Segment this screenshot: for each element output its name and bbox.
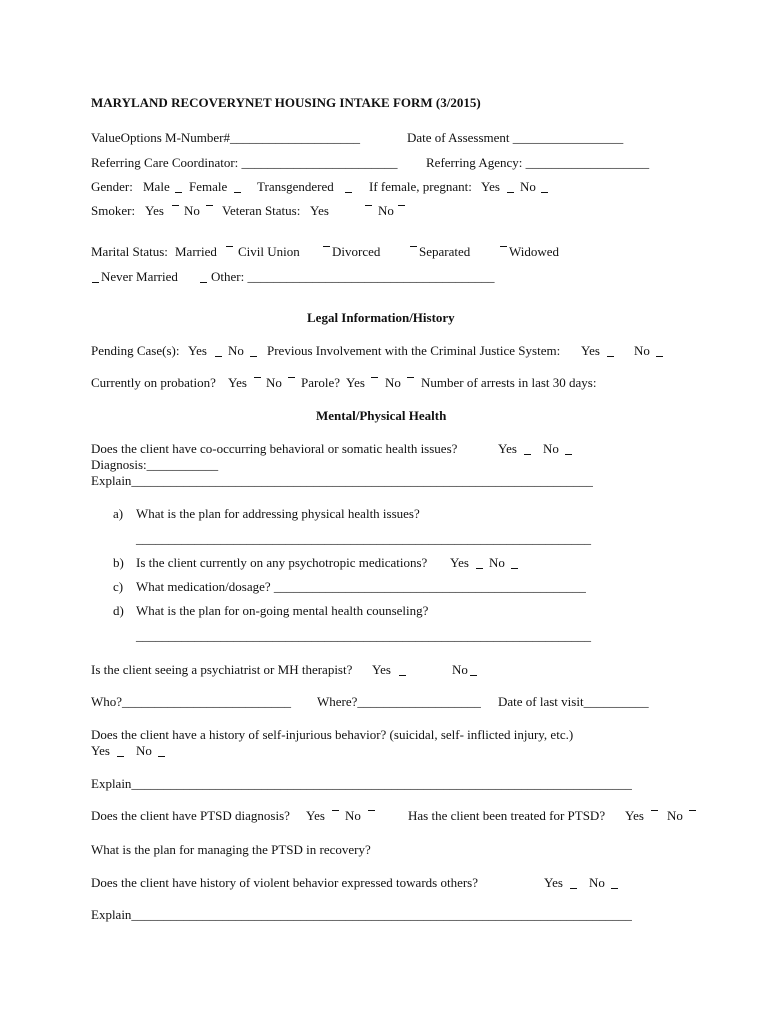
marital-married-checkbox[interactable]	[226, 246, 233, 247]
psychiatrist-yes-label: Yes	[372, 662, 391, 677]
item-c-marker: c)	[113, 579, 124, 594]
probation-label: Currently on probation?	[91, 375, 216, 390]
smoker-yes-label: Yes	[145, 203, 164, 218]
ptsd-treated-yes-label: Yes	[625, 808, 644, 823]
psychiatrist-question: Is the client seeing a psychiatrist or MH therapist?	[91, 662, 353, 677]
cooccurring-no-checkbox[interactable]	[565, 454, 572, 455]
explain-field-1[interactable]: Explain_______________________________________________________________________	[91, 473, 593, 488]
violent-yes-label: Yes	[544, 875, 563, 890]
medication-yes-checkbox[interactable]	[476, 568, 483, 569]
gender-transgendered-checkbox[interactable]	[345, 192, 352, 193]
self-injury-no-checkbox[interactable]	[158, 756, 165, 757]
ptsd-treated-no-label: No	[667, 808, 683, 823]
parole-yes-checkbox[interactable]	[371, 377, 378, 378]
where-field[interactable]: Where?___________________	[317, 694, 481, 709]
value-options-number-field[interactable]: ValueOptions M-Number#____________________	[91, 130, 361, 145]
violent-yes-checkbox[interactable]	[570, 888, 577, 889]
medication-yes-label: Yes	[450, 555, 469, 570]
item-a-marker: a)	[113, 506, 124, 521]
marital-married-label: Married	[175, 244, 217, 259]
parole-yes-label: Yes	[346, 375, 365, 390]
cooccurring-no-label: No	[543, 441, 559, 456]
criminal-yes-checkbox[interactable]	[607, 356, 614, 357]
probation-yes-label: Yes	[228, 375, 247, 390]
veteran-label: Veteran Status:	[222, 203, 301, 218]
violent-question: Does the client have history of violent behavior expressed towards others?	[91, 875, 478, 890]
ptsd-no-label: No	[345, 808, 361, 823]
item-d-question: What is the plan for on-going mental health counseling?	[136, 603, 429, 618]
gender-label: Gender:	[91, 179, 133, 194]
gender-female-checkbox[interactable]	[234, 192, 241, 193]
veteran-no-checkbox[interactable]	[398, 205, 405, 206]
marital-never-married-label: Never Married	[101, 269, 178, 284]
psychiatrist-no-checkbox[interactable]	[470, 675, 477, 676]
ptsd-plan-question: What is the plan for managing the PTSD in recovery?	[91, 842, 371, 857]
medication-no-label: No	[489, 555, 505, 570]
legal-section-heading: Legal Information/History	[307, 310, 455, 325]
item-c-medication-field[interactable]: What medication/dosage? ________________________________________________	[136, 579, 586, 594]
smoker-no-checkbox[interactable]	[206, 205, 213, 206]
violent-no-label: No	[589, 875, 605, 890]
pending-yes-checkbox[interactable]	[215, 356, 222, 357]
referring-coordinator-field[interactable]: Referring Care Coordinator: ________________________	[91, 155, 398, 170]
marital-label: Marital Status:	[91, 244, 168, 259]
pregnant-label: If female, pregnant:	[369, 179, 472, 194]
pregnant-yes-checkbox[interactable]	[507, 192, 514, 193]
explain-field-2[interactable]: Explain_____________________________________________________________________________	[91, 776, 632, 791]
ptsd-yes-label: Yes	[306, 808, 325, 823]
explain-field-3[interactable]: Explain_____________________________________________________________________________	[91, 907, 632, 922]
psychiatrist-yes-checkbox[interactable]	[399, 675, 406, 676]
gender-female-label: Female	[189, 179, 228, 194]
cooccurring-yes-checkbox[interactable]	[524, 454, 531, 455]
arrests-label: Number of arrests in last 30 days:	[421, 375, 597, 390]
item-d-answer-field[interactable]: ______________________________________________________________________	[136, 628, 591, 643]
probation-no-label: No	[266, 375, 282, 390]
marital-civil-union-checkbox[interactable]	[323, 246, 330, 247]
psychiatrist-no-label: No	[452, 662, 468, 677]
marital-divorced-label: Divorced	[332, 244, 381, 259]
parole-no-label: No	[385, 375, 401, 390]
pregnant-no-label: No	[520, 179, 536, 194]
marital-separated-label: Separated	[419, 244, 471, 259]
cooccurring-question: Does the client have co-occurring behavioral or somatic health issues?	[91, 441, 458, 456]
smoker-yes-checkbox[interactable]	[172, 205, 179, 206]
item-a-answer-field[interactable]: ______________________________________________________________________	[136, 531, 591, 546]
smoker-no-label: No	[184, 203, 200, 218]
pending-case-label: Pending Case(s):	[91, 343, 180, 358]
marital-widowed-checkbox[interactable]	[500, 246, 507, 247]
criminal-no-label: No	[634, 343, 650, 358]
self-injury-yes-checkbox[interactable]	[117, 756, 124, 757]
cooccurring-yes-label: Yes	[498, 441, 517, 456]
marital-separated-checkbox[interactable]	[410, 246, 417, 247]
marital-other-checkbox[interactable]	[200, 282, 207, 283]
smoker-label: Smoker:	[91, 203, 136, 218]
item-d-marker: d)	[113, 603, 124, 618]
referring-agency-field[interactable]: Referring Agency: ___________________	[426, 155, 650, 170]
ptsd-treated-yes-checkbox[interactable]	[651, 810, 658, 811]
marital-never-married-checkbox[interactable]	[92, 282, 99, 283]
marital-widowed-label: Widowed	[509, 244, 560, 259]
marital-civil-union-label: Civil Union	[238, 244, 300, 259]
marital-other-field[interactable]: Other: ______________________________________	[211, 269, 495, 284]
parole-no-checkbox[interactable]	[407, 377, 414, 378]
veteran-yes-label: Yes	[310, 203, 329, 218]
ptsd-treated-no-checkbox[interactable]	[689, 810, 696, 811]
self-injury-question: Does the client have a history of self-injurious behavior? (suicidal, self- inflicted injury, etc.)	[91, 727, 574, 742]
last-visit-field[interactable]: Date of last visit__________	[498, 694, 649, 709]
item-b-question: Is the client currently on any psychotropic medications?	[136, 555, 428, 570]
veteran-yes-checkbox[interactable]	[365, 205, 372, 206]
criminal-involvement-label: Previous Involvement with the Criminal Justice System:	[267, 343, 561, 358]
violent-no-checkbox[interactable]	[611, 888, 618, 889]
criminal-no-checkbox[interactable]	[656, 356, 663, 357]
self-injury-yes-label: Yes	[91, 743, 110, 758]
item-b-marker: b)	[113, 555, 124, 570]
medication-no-checkbox[interactable]	[511, 568, 518, 569]
parole-label: Parole?	[301, 375, 340, 390]
gender-transgendered-label: Transgendered	[257, 179, 334, 194]
ptsd-no-checkbox[interactable]	[368, 810, 375, 811]
form-title: MARYLAND RECOVERYNET HOUSING INTAKE FORM (3/2015)	[91, 95, 481, 110]
item-a-question: What is the plan for addressing physical health issues?	[136, 506, 420, 521]
who-field[interactable]: Who?__________________________	[91, 694, 292, 709]
ptsd-yes-checkbox[interactable]	[332, 810, 339, 811]
pending-no-checkbox[interactable]	[250, 356, 257, 357]
self-injury-no-label: No	[136, 743, 152, 758]
gender-male-checkbox[interactable]	[175, 192, 182, 193]
pending-yes-label: Yes	[188, 343, 207, 358]
pregnant-no-checkbox[interactable]	[541, 192, 548, 193]
health-section-heading: Mental/Physical Health	[316, 408, 447, 423]
diagnosis-field[interactable]: Diagnosis:___________	[91, 457, 219, 472]
probation-yes-checkbox[interactable]	[254, 377, 261, 378]
probation-no-checkbox[interactable]	[288, 377, 295, 378]
pending-no-label: No	[228, 343, 244, 358]
ptsd-question: Does the client have PTSD diagnosis?	[91, 808, 290, 823]
date-of-assessment-field[interactable]: Date of Assessment _________________	[407, 130, 624, 145]
pregnant-yes-label: Yes	[481, 179, 500, 194]
criminal-yes-label: Yes	[581, 343, 600, 358]
gender-male-label: Male	[143, 179, 170, 194]
veteran-no-label: No	[378, 203, 394, 218]
ptsd-treated-question: Has the client been treated for PTSD?	[408, 808, 606, 823]
